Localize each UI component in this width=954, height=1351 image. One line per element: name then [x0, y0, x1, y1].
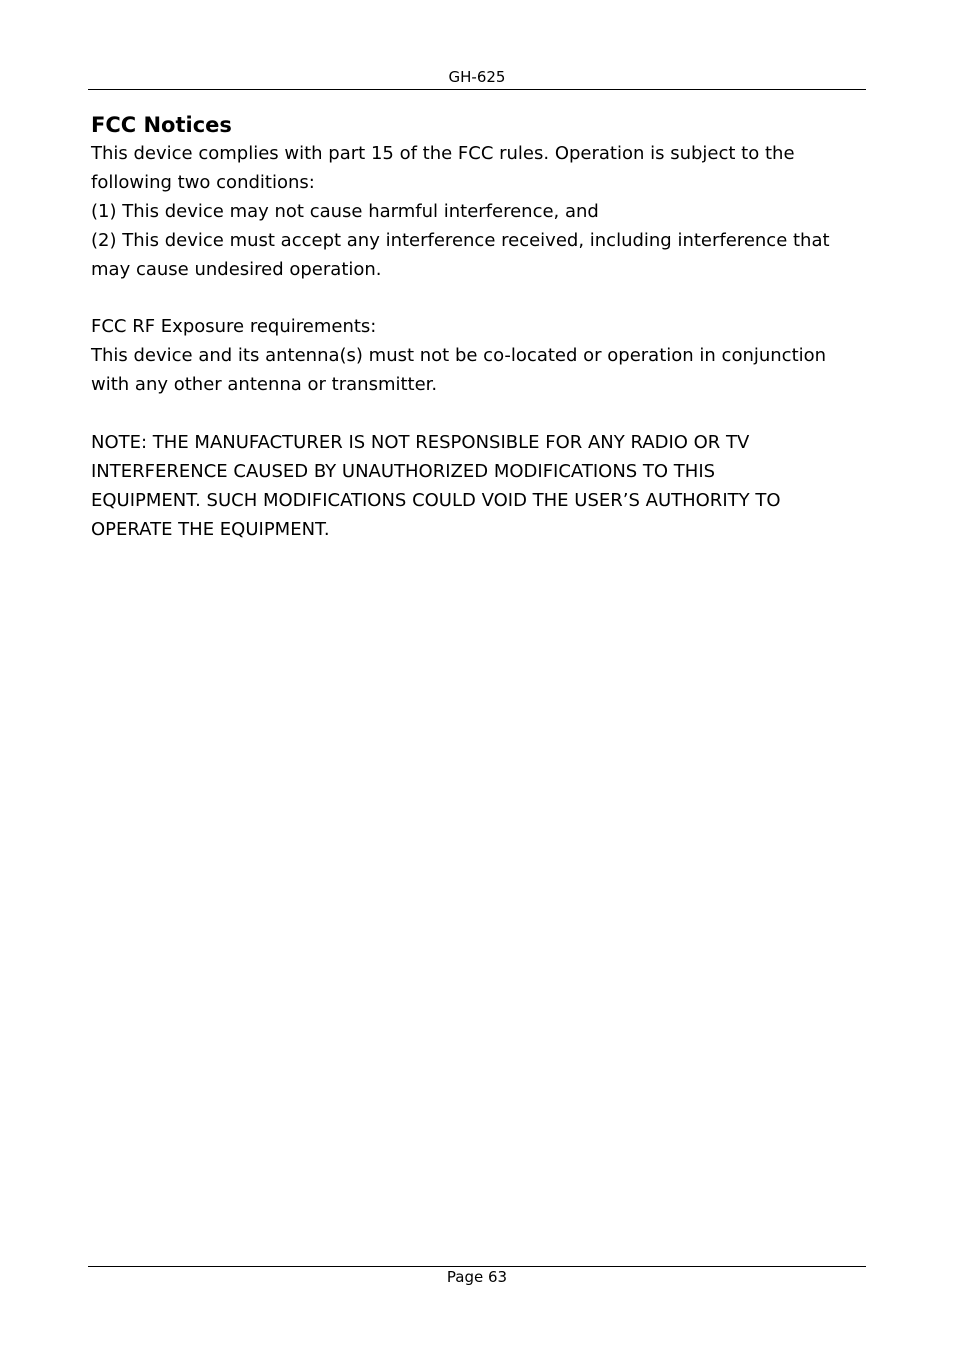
- rf-exposure-paragraph: [91, 342, 881, 400]
- footer-divider: [88, 1266, 866, 1267]
- rf-line: with any other antenna or transmitter.: [91, 374, 438, 396]
- condition-1: [91, 198, 881, 227]
- intro-line: following two conditions:: [91, 171, 315, 193]
- intro-paragraph: [91, 140, 881, 198]
- condition-2-line: may cause undesired operation.: [91, 258, 382, 280]
- header-divider: [88, 89, 866, 90]
- intro-line: This device complies with part 15 of the FCC rules. Operation is subject to the: [91, 143, 795, 164]
- section-title: FCC Notices: [91, 113, 232, 137]
- page-content: [91, 110, 881, 545]
- note-line: EQUIPMENT. SUCH MODIFICATIONS COULD VOID THE USER’S AUTHORITY TO: [91, 489, 781, 511]
- note-line: OPERATE THE EQUIPMENT.: [91, 518, 330, 540]
- note-paragraph: [91, 429, 881, 545]
- page-number: Page 63: [446, 1268, 508, 1286]
- note-line: INTERFERENCE CAUSED BY UNAUTHORIZED MODIFICATIONS TO THIS: [91, 460, 716, 482]
- rf-line: This device and its antenna(s) must not be co-located or operation in conjunction: [91, 345, 827, 367]
- paragraph-spacer: [91, 285, 881, 314]
- rf-exposure-heading: [91, 313, 881, 342]
- condition-1-line: (1) This device may not cause harmful interference, and: [91, 200, 599, 222]
- note-line: NOTE: THE MANUFACTURER IS NOT RESPONSIBLE FOR ANY RADIO OR TV: [91, 432, 750, 454]
- condition-2-line: (2) This device must accept any interference received, including interference that: [91, 229, 830, 251]
- page-header: GH-625: [448, 68, 506, 86]
- condition-2: [91, 227, 881, 285]
- paragraph-spacer: [91, 400, 881, 429]
- rf-heading-line: FCC RF Exposure requirements:: [91, 316, 377, 338]
